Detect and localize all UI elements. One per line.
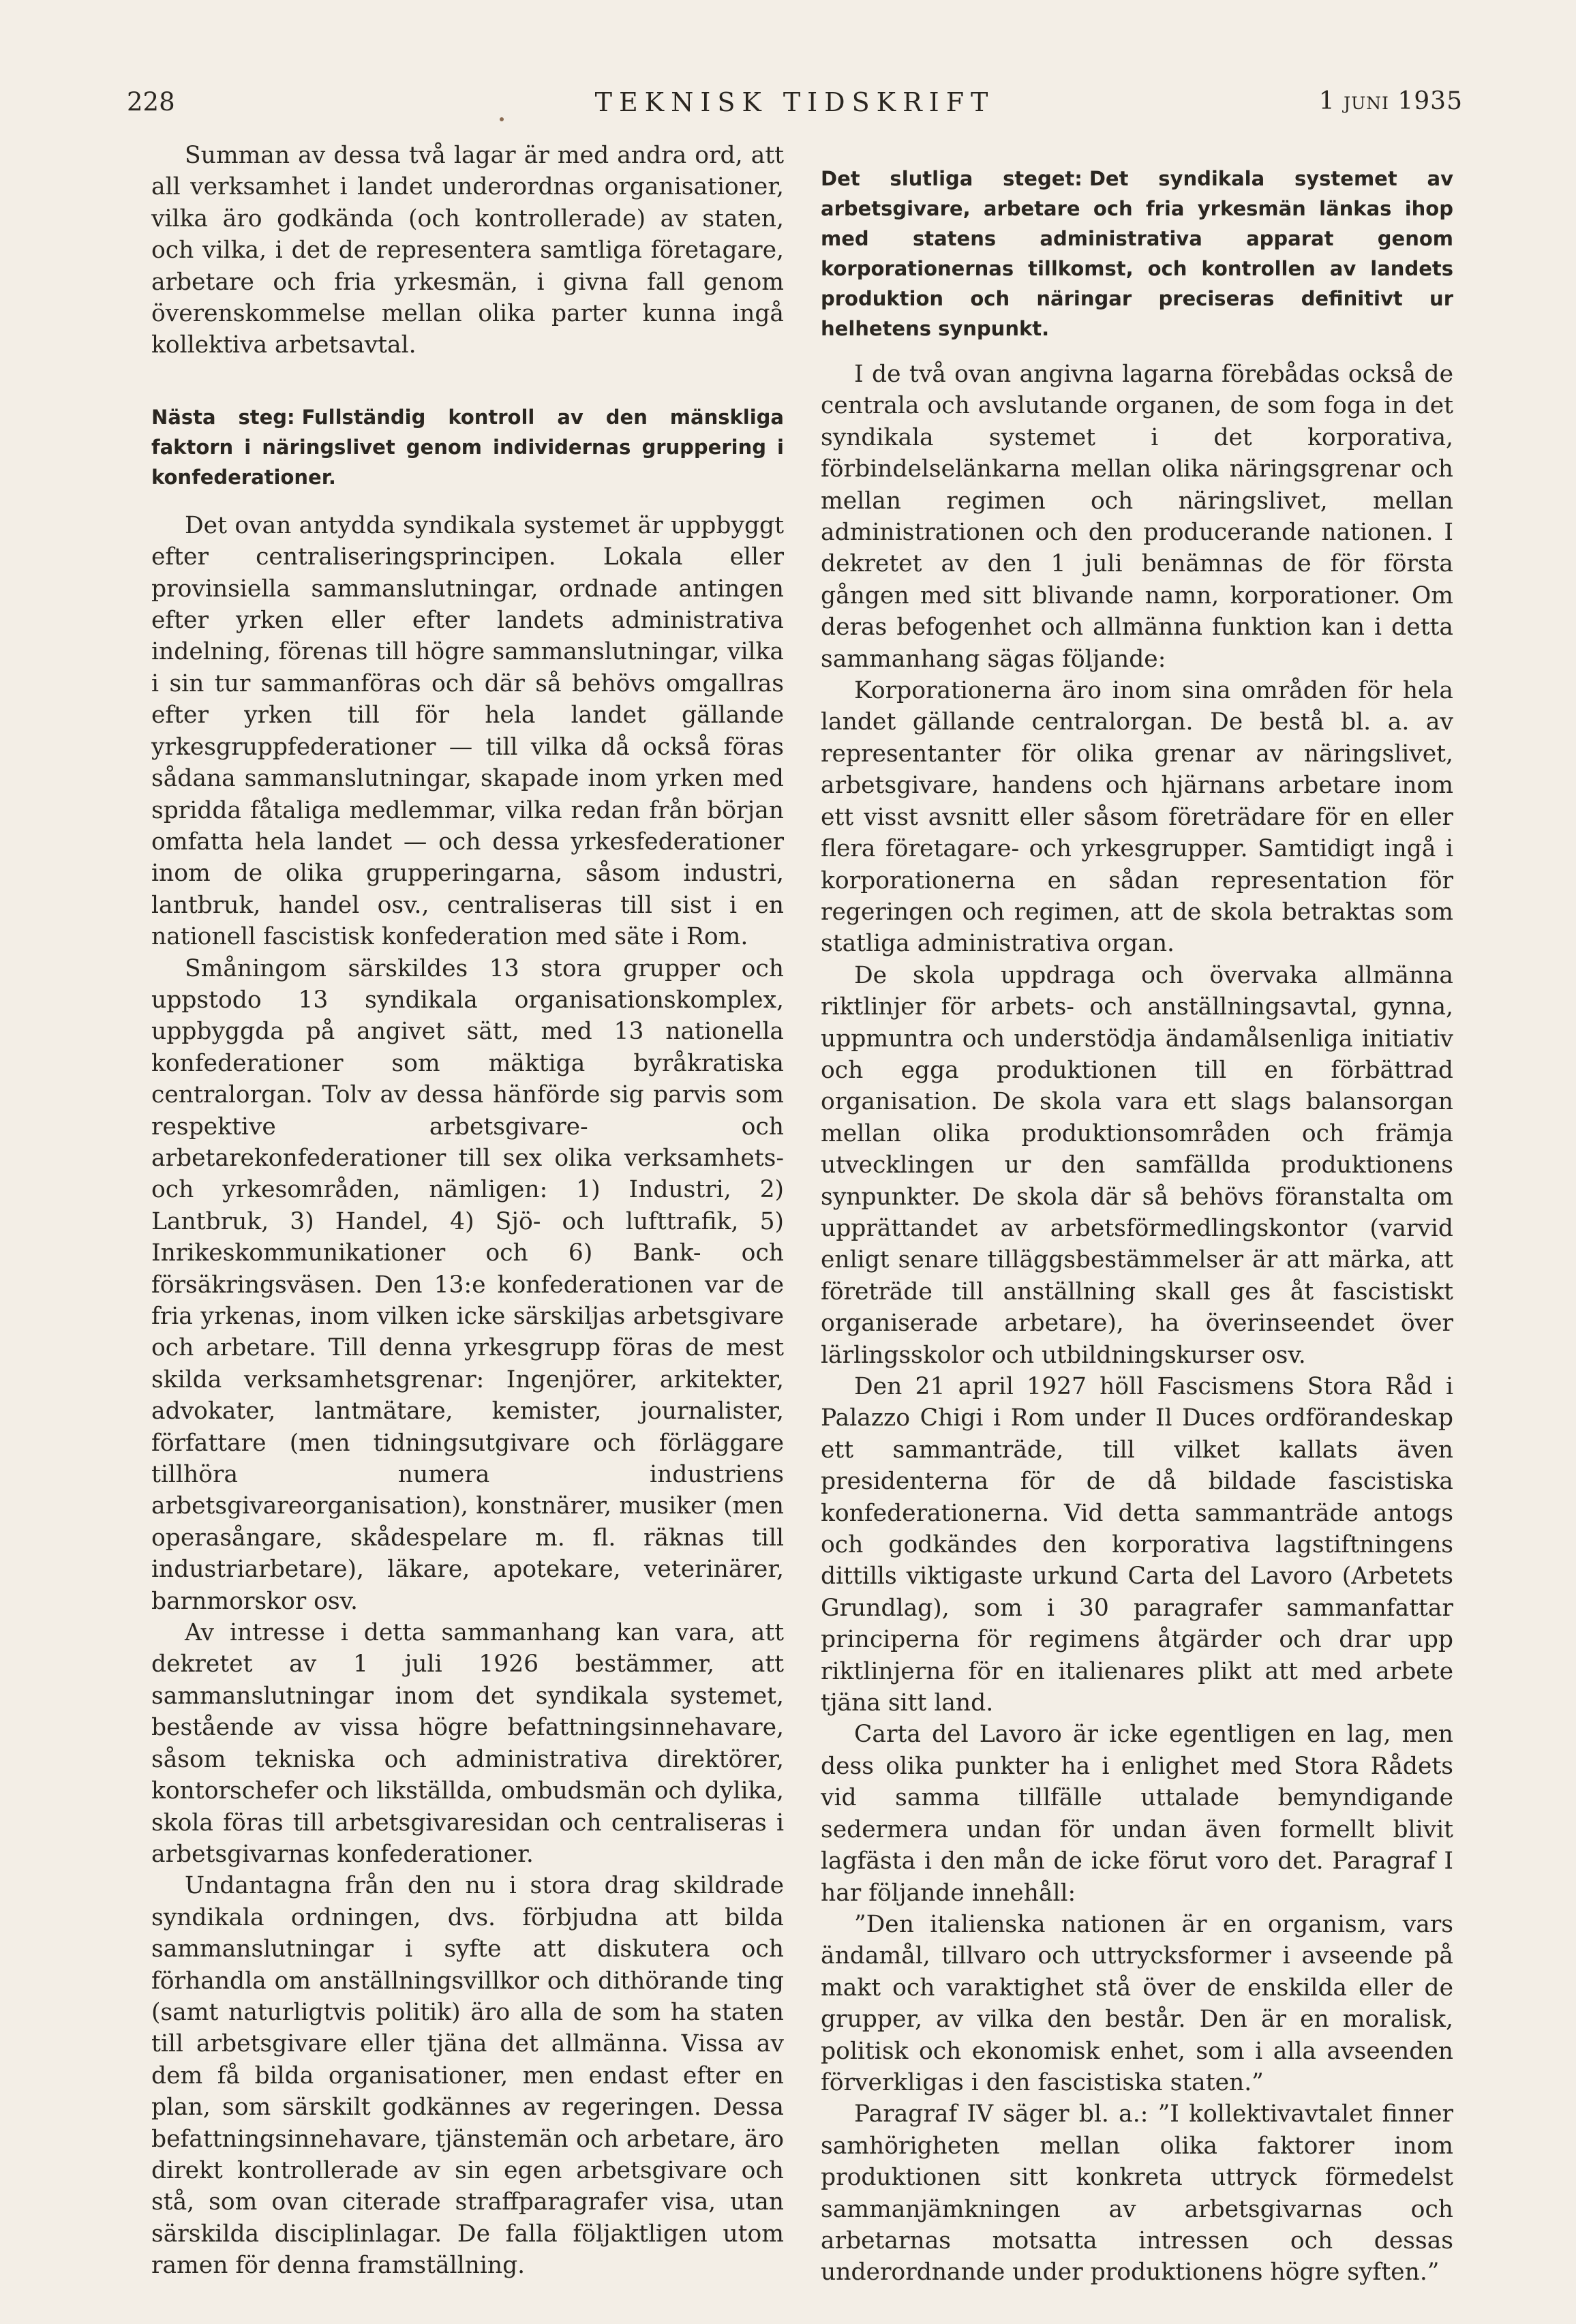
page-number: 228	[127, 87, 175, 117]
paragraph: Korporationerna äro inom sina områden för hela landet gällande centralorgan. De bestå bl. a. av representanter för olika grenar av näringslivet, arbetsgivare, handens och hjärnans arbetare inom ett visst avsnitt eller såsom företrädare för en eller flera företagare- och yrkesgrupper. Samtidigt ingå i korporationerna en sådan representation för regeringen och regimen, att de skola betraktas som statliga administrativa organ.	[821, 677, 1453, 958]
paragraph: Paragraf IV säger bl. a.: ”I kollektivavtalet finner samhörigheten mellan olika faktorer inom produktionen sitt konkreta uttryck förmedelst sammanjämkningen av arbetsgivarnas och arbetarnas motsatta intressen och dessas underordnande under produktionens högre syften.”	[821, 2100, 1453, 2287]
paragraph: Av intresse i detta sammanhang kan vara, att dekretet av 1 juli 1926 bestämmer, att sammanslutningar inom det syndikala systemet, bestående av vissa högre befattningsinnehavare, såsom tekniska och administrativa direktörer, kontorschefer och likställda, ombudsmän och dylika, skola föras till arbetsgivaresidan och centraliseras i arbetsgivarnas konfederationer.	[151, 1619, 784, 1868]
paragraph: Undantagna från den nu i stora drag skildrade syndikala ordningen, dvs. förbjudna att bilda sammanslutningar i syfte att diskutera och förhandla om anställningsvillkor och dithörande ting (samt naturligtvis politik) äro alla de som ha staten till arbetsgivare eller tjäna det allmänna. Vissa av dem få bilda organisationer, men endast efter en plan, som särskilt godkännes av regeringen. Dessa befattningsinnehavare, tjänstemän och arbetare, äro direkt kontrollerade av sin egen arbetsgivare och stå, som ovan citerade straffparagrafer visa, utan särskilda disciplinlagar. De falla följaktligen utom ramen för denna framställning.	[151, 1872, 784, 2280]
section-heading-final-step	[821, 164, 1453, 344]
issue-year: 1935	[1397, 87, 1463, 115]
quote-paragraph: ”Den italienska nationen är en organism, vars ändamål, tillvaro och uttrycksformer i avseende på makt och varaktighet stå över de enskilda eller de grupper, av vilka den består. Den är en moralisk, politisk och ekonomisk enhet, som i alla avseenden förverkligas i den fascistiska staten.”	[821, 1910, 1453, 2096]
heading-label: Det slutliga steget:	[821, 167, 1082, 190]
paragraph: Den 21 april 1927 höll Fascismens Stora Råd i Palazzo Chigi i Rom under Il Duces ordförandeskap ett sammanträde, till vilket kallats även presidenterna för de då bildade fascistiska konfederationerna. Vid detta sammanträde antogs och godkändes den korporativa lagstiftningens dittills viktigaste urkund Carta del Lavoro (Arbetets Grundlag), som i 30 paragrafer sammanfattar principerna för regimens åtgärder och drar upp riktlinjerna för en italienares plikt att med arbete tjäna sitt land.	[821, 1373, 1453, 1717]
paragraph: I de två ovan angivna lagarna förebådas också de centrala och avslutande organen, de som foga in det syndikala systemet i det korporativa, förbindelselänkarna mellan olika näringsgrenar och mellan regimen och näringslivet, mellan administrationen och den producerande nationen. I dekretet av den 1 juli benämnas de för första gången med sitt blivande namn, korporationer. Om deras befogenhet och allmänna funktion kan i detta sammanhang sägas följande:	[821, 361, 1453, 673]
issue-date	[1319, 87, 1463, 115]
paragraph: De skola uppdraga och övervaka allmänna riktlinjer för arbets- och anställningsavtal, gynna, uppmuntra och understödja ändamålsenliga initiativ och egga produktionen till en förbättrad organisation. De skola vara ett slags balansorgan mellan olika produktionsområden och främja utvecklingen ur den samfällda produktionens synpunkter. De skola där så behövs föranstalta om upprättandet av arbetsförmedlingskontor (varvid enligt senare tilläggsbestämmelser är att märka, att företräde till anställning skall ges åt fascistiskt organiserade arbetare), ha överinseendet över lärlingsskolor och utbildningskurser osv.	[821, 961, 1453, 1369]
issue-month: juni	[1344, 87, 1389, 115]
journal-title: TEKNISK TIDSKRIFT	[594, 87, 995, 117]
heading-label: Nästa steg:	[151, 405, 295, 429]
paragraph: Småningom särskildes 13 stora grupper och uppstodo 13 syndikala organisationskomplex, uppbyggda på angivet sätt, med 13 nationella konfederationer som mäktiga byråkratiska centralorgan. Tolv av dessa hänförde sig parvis som respektive arbetsgivare- och arbetarekonfederationer till sex olika verksamhets- och yrkesområden, nämligen: 1) Industri, 2) Lantbruk, 3) Handel, 4) Sjö- och lufttrafik, 5) Inrikeskommunikationer och 6) Bank- och försäkringsväsen. Den 13:e konfederationen var de fria yrkenas, inom vilken icke särskiljas arbetsgivare och arbetare. Till denna yrkesgrupp föras de mest skilda verksamhetsgrenar: Ingenjörer, arkitekter, advokater, lantmätare, kemister, journalister, författare (men tidningsutgivare och förläggare tillhöra numera industriens arbetsgivareorganisation), konstnärer, musiker (men operasångare, skådespelare m. fl. räknas till industriarbetare), läkare, apotekare, veterinärer, barnmorskor osv.	[151, 954, 784, 1615]
page-header	[127, 87, 1463, 128]
intro-paragraph: Summan av dessa två lagar är med andra ord, att all verksamhet i landet underordnas organisationer, vilka äro godkända (och kontrollerade) av staten, och vilka, i det de representera samtliga företagare, arbetare och fria yrkesmän, i givna fall genom överenskommelse mellan olika parter kunna ingå kollektiva arbetsavtal.	[151, 142, 784, 359]
right-column	[821, 164, 1453, 2289]
paragraph: Det ovan antydda syndikala systemet är uppbyggt efter centraliseringsprincipen. Lokala eller provinsiella sammanslutningar, ordnade antingen efter yrken eller efter landets administrativa indelning, förenas till högre sammanslutningar, vilka i sin tur sammanföras och där så behövs omgallras efter yrken till för hela landet gällande yrkesgruppfederationer — till vilka då också föras sådana sammanslutningar, skapade inom yrken med spridda fåtaliga medlemmar, vilka redan från början omfatta hela landet — och dessa yrkesfederationer inom de olika grupperingarna, såsom industri, lantbruk, handel osv., centraliseras till sist i en nationell fascistisk konfederation med säte i Rom.	[151, 511, 784, 951]
section-heading-next-step	[151, 402, 784, 492]
heading-text: Fullständig kontroll av den mänskliga faktorn i näringslivet genom individernas gruppering i konfederationer.	[151, 405, 784, 489]
left-column	[151, 140, 784, 2282]
issue-day: 1	[1318, 87, 1335, 115]
heading-text: Det syndikala systemet av arbetsgivare, arbetare och fria yrkesmän länkas ihop med statens administrativa apparat genom korporationernas tillkomst, och kontrollen av landets produktion och näringar preciseras definitivt ur helhetens synpunkt.	[821, 167, 1453, 340]
paragraph: Carta del Lavoro är icke egentligen en lag, men dess olika punkter ha i enlighet med Stora Rådets vid samma tillfälle uttalade bemyndigande sedermera undan för undan även formellt blivit lagfästa i den mån de icke förut voro det. Paragraf I har följande innehåll:	[821, 1721, 1453, 1907]
